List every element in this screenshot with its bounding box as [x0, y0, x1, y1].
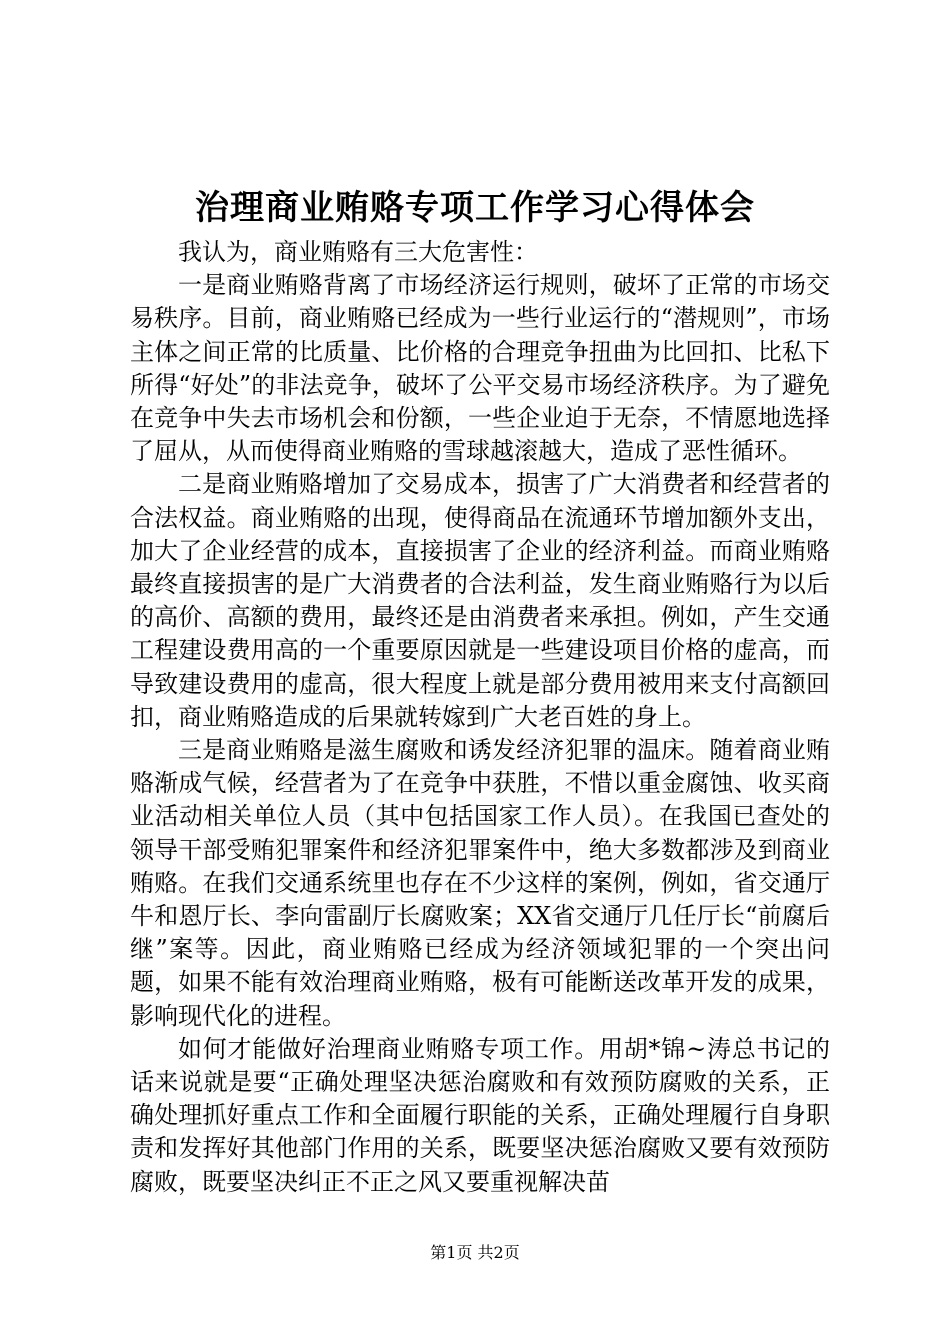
paragraph-harm-2: 二是商业贿赂增加了交易成本，损害了广大消费者和经营者的合法权益。商业贿赂的出现，使得商品在流通环节增加额外支出，加大了企业经营的成本，直接损害了企业的经济利益。而商业贿赂最终直接损害的是广大消费者的合法利益，发生商业贿赂行为以后的高价、高额的费用，最终还是由消费者来承担。例如，产生交通工程建设费用高的一个重要原因就是一些建设项目价格的虚高，而导致建设费用的虚高，很大程度上就是部分费用被用来支付高额回扣，商业贿赂造成的后果就转嫁到广大老百姓的身上。 — [130, 470, 830, 731]
paragraph-how-to: 如何才能做好治理商业贿赂专项工作。用胡*锦~涛总书记的话来说就是要“正确处理坚决惩治腐败和有效预防腐败的关系，正确处理抓好重点工作和全面履行职能的关系，正确处理履行自身职责和发挥好其他部门作用的关系，既要坚决惩治腐败又要有效预防腐败，既要坚决纠正不正之风又要重视解决苗 — [130, 1034, 830, 1196]
paragraph-intro: 我认为，商业贿赂有三大危害性： — [178, 238, 538, 266]
document-body — [130, 236, 830, 1199]
page-number-footer: 第1页 共2页 — [430, 1243, 520, 1262]
paragraph-harm-1: 一是商业贿赂背离了市场经济运行规则，破坏了正常的市场交易秩序。目前，商业贿赂已经成为一些行业运行的“潜规则”，市场主体之间正常的比质量、比价格的合理竞争扭曲为比回扣、比私下所得“好处”的非法竞争，破坏了公平交易市场经济秩序。为了避免在竞争中失去市场机会和份额，一些企业迫于无奈，不情愿地选择了屈从，从而使得商业贿赂的雪球越滚越大，造成了恶性循环。 — [130, 271, 830, 466]
paragraph-harm-3: 三是商业贿赂是滋生腐败和诱发经济犯罪的温床。随着商业贿赂渐成气候，经营者为了在竞争中获胜，不惜以重金腐蚀、收买商业活动相关单位人员（其中包括国家工作人员）。在我国已查处的领导干部受贿犯罪案件和经济犯罪案件中，绝大多数都涉及到商业贿赂。在我们交通系统里也存在不少这样的案例，例如，省交通厅牛和恩厅长、李向雷副厅长腐败案；XX省交通厅几任厅长“前腐后继”案等。因此，商业贿赂已经成为经济领域犯罪的一个突出问题，如果不能有效治理商业贿赂，极有可能断送改革开发的成果，影响现代化的进程。 — [130, 736, 830, 1030]
document-title: 治理商业贿赂专项工作学习心得体会 — [195, 188, 755, 228]
